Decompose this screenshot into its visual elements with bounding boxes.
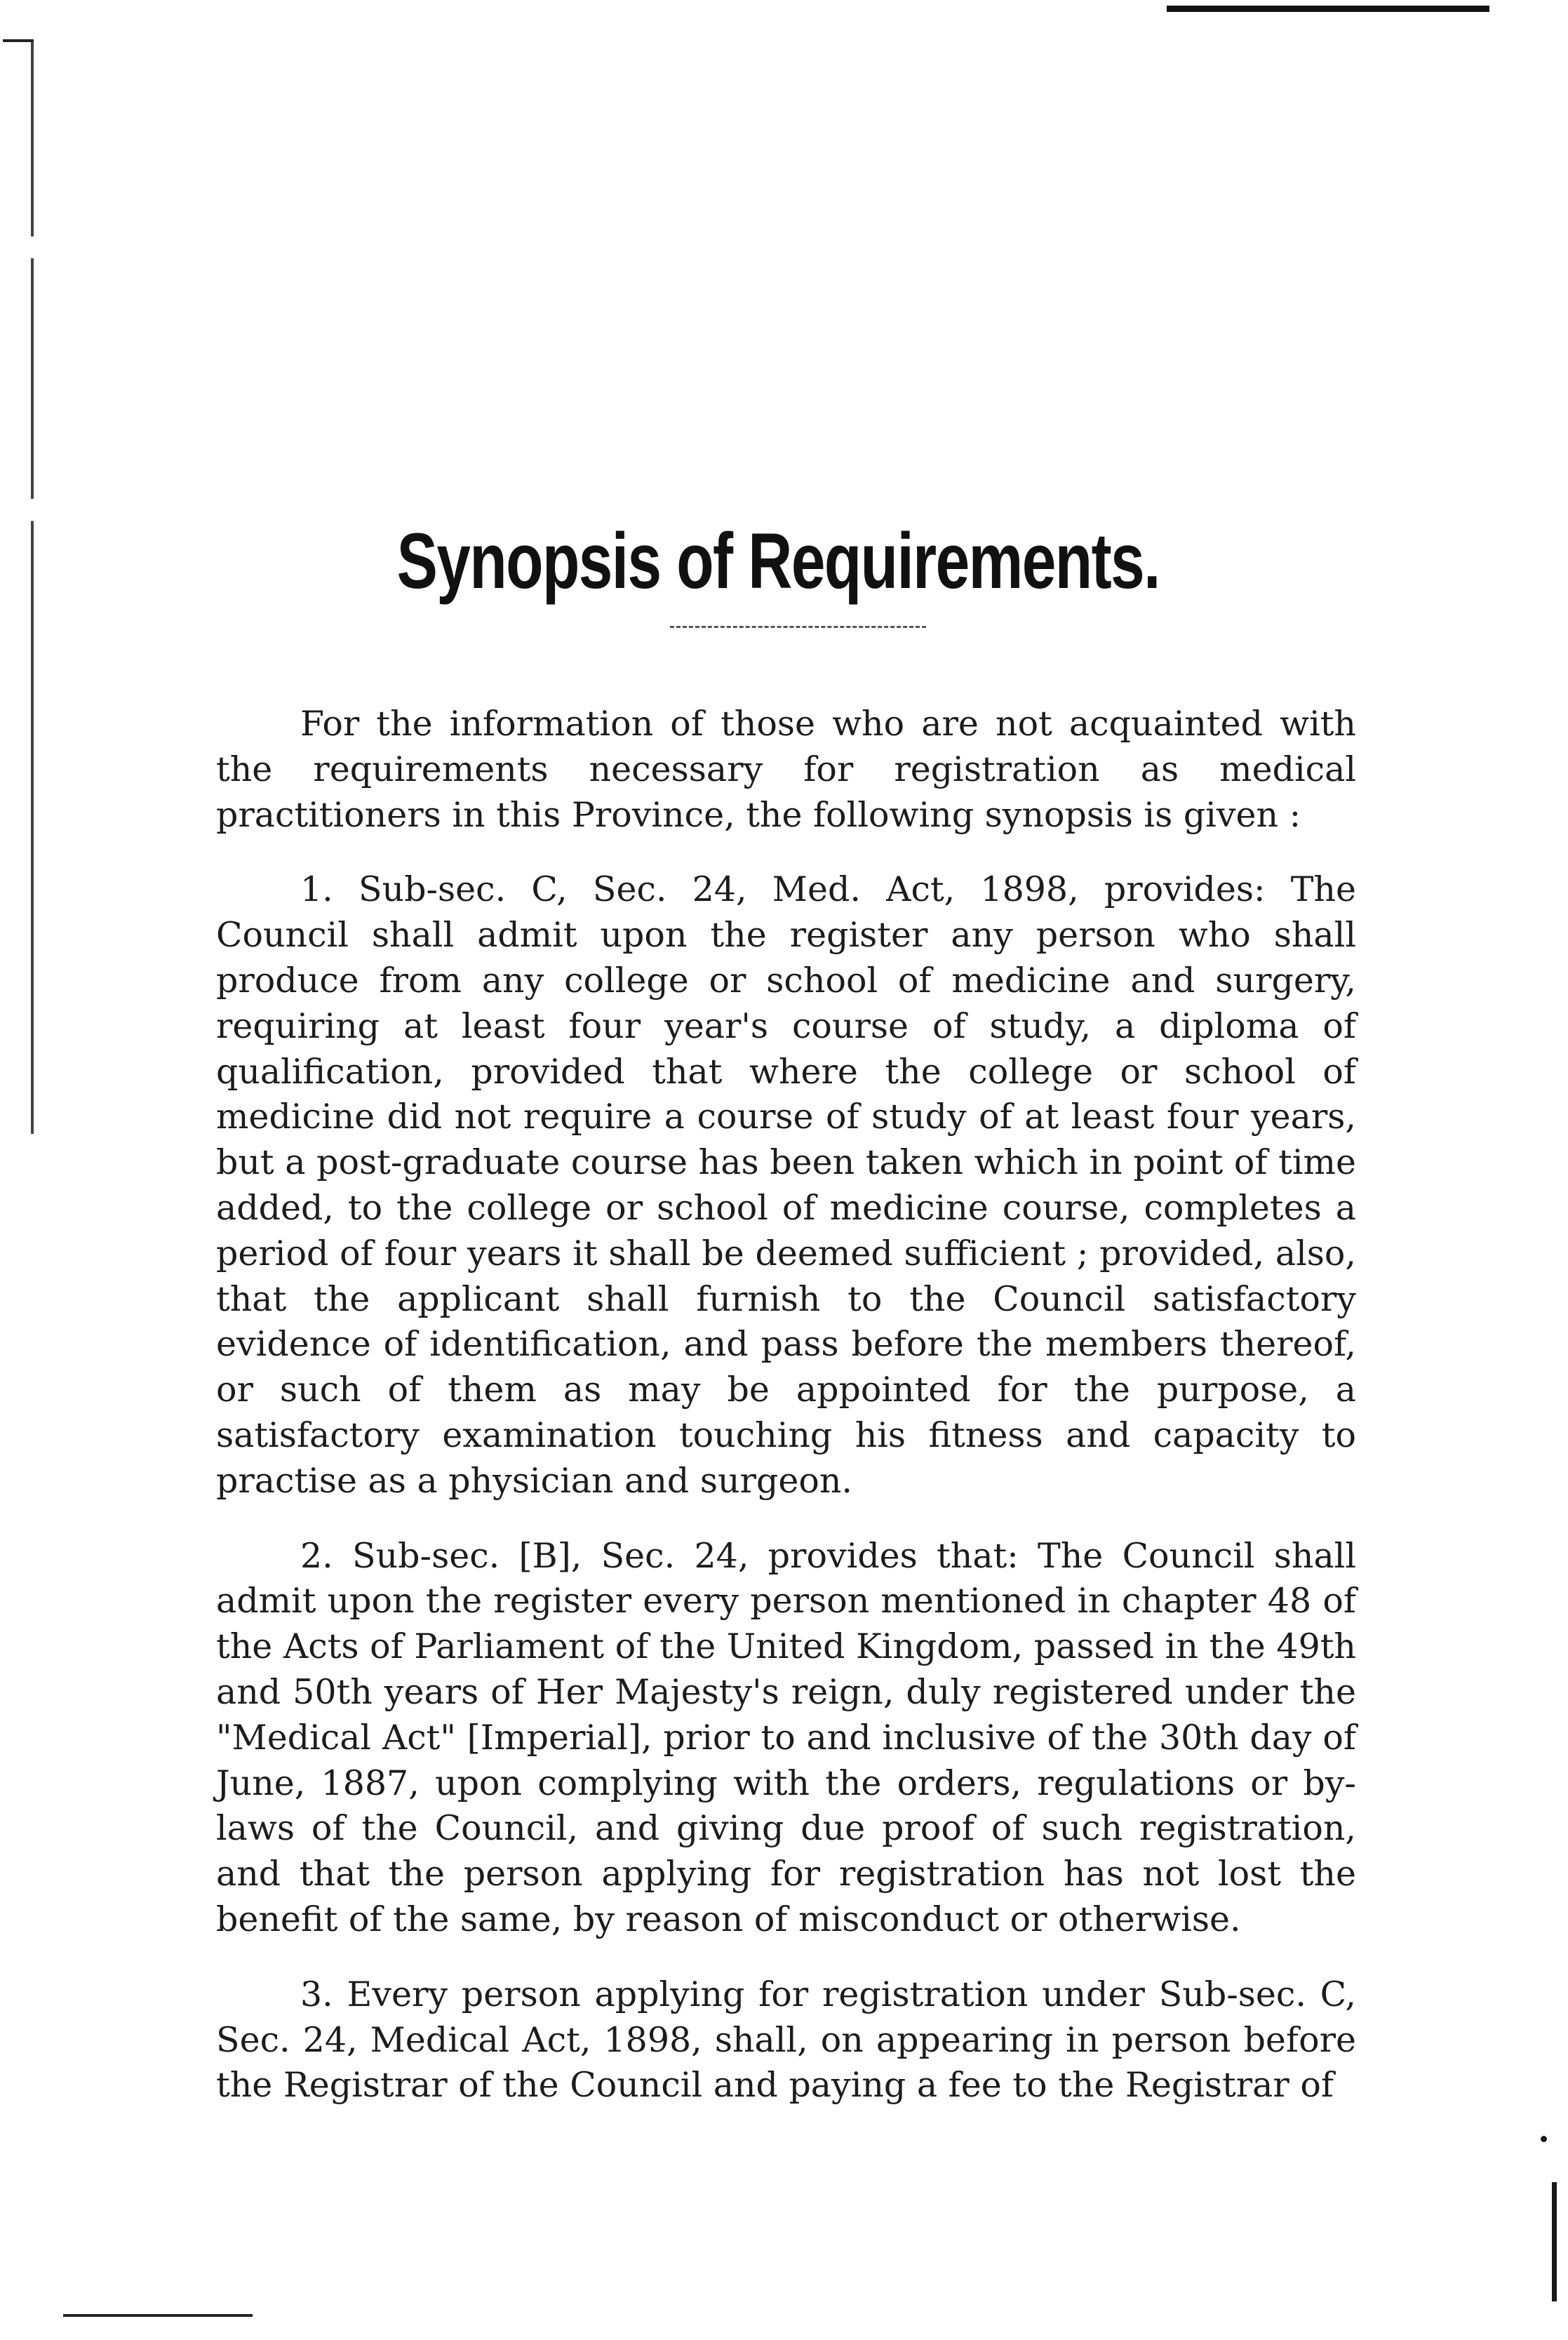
requirement-paragraph-1: 1. Sub-sec. C, Sec. 24, Med. Act, 1898, provides: The Council shall admit upon the register any person who shall produce from any college or school of medicine and surgery, requiring at least four year's course of study, a diploma of qualification, provided that where the college or school of medicine did not require a course of study of at least four years, but a post-graduate course has been taken which in point of time added, to the college or school of medicine course, completes a period of four years it shall be deemed sufficient ; provided, also, that the applicant shall furnish to the Council satisfactory evidence of identification, and pass before the members thereof, or such of them as may be appointed for the purpose, a satisfactory examination touching his fitness and capacity to practise as a physician and surgeon. [216,869,1356,1501]
top-rule [1167,6,1489,12]
right-scan-edge [1552,2182,1557,2301]
left-margin-mark [3,39,34,42]
left-scan-edge [31,39,34,1134]
title-divider [670,626,926,628]
page-title: Synopsis of Requirements. [396,517,1160,606]
right-margin-dot [1541,2136,1547,2142]
requirement-paragraph-3: 3. Every person applying for registration under Sub-sec. C, Sec. 24, Medical Act, 1898, shall, on appearing in person before the Registrar of the Council and paying a fee to the Registrar of [216,1974,1356,2106]
intro-paragraph: For the information of those who are not acquainted with the requirements necessary for registration as medical practitioners in this Province, the following synopsis is given : [216,704,1356,835]
requirement-paragraph-2: 2. Sub-sec. [B], Sec. 24, provides that: The Council shall admit upon the register every person mentioned in chapter 48 of the Acts of Parliament of the United Kingdom, passed in the 49th and 50th years of Her Majesty's reign, duly registered under the "Medical Act" [Imperial], prior to and inclusive of the 30th day of June, 1887, upon complying with the orders, regulations or by-laws of the Council, and giving due proof of such registration, and that the person applying for registration has not lost the benefit of the same, by reason of misconduct or otherwise. [216,1535,1356,1939]
bottom-rule [63,2314,253,2317]
body-text [216,702,1356,2138]
